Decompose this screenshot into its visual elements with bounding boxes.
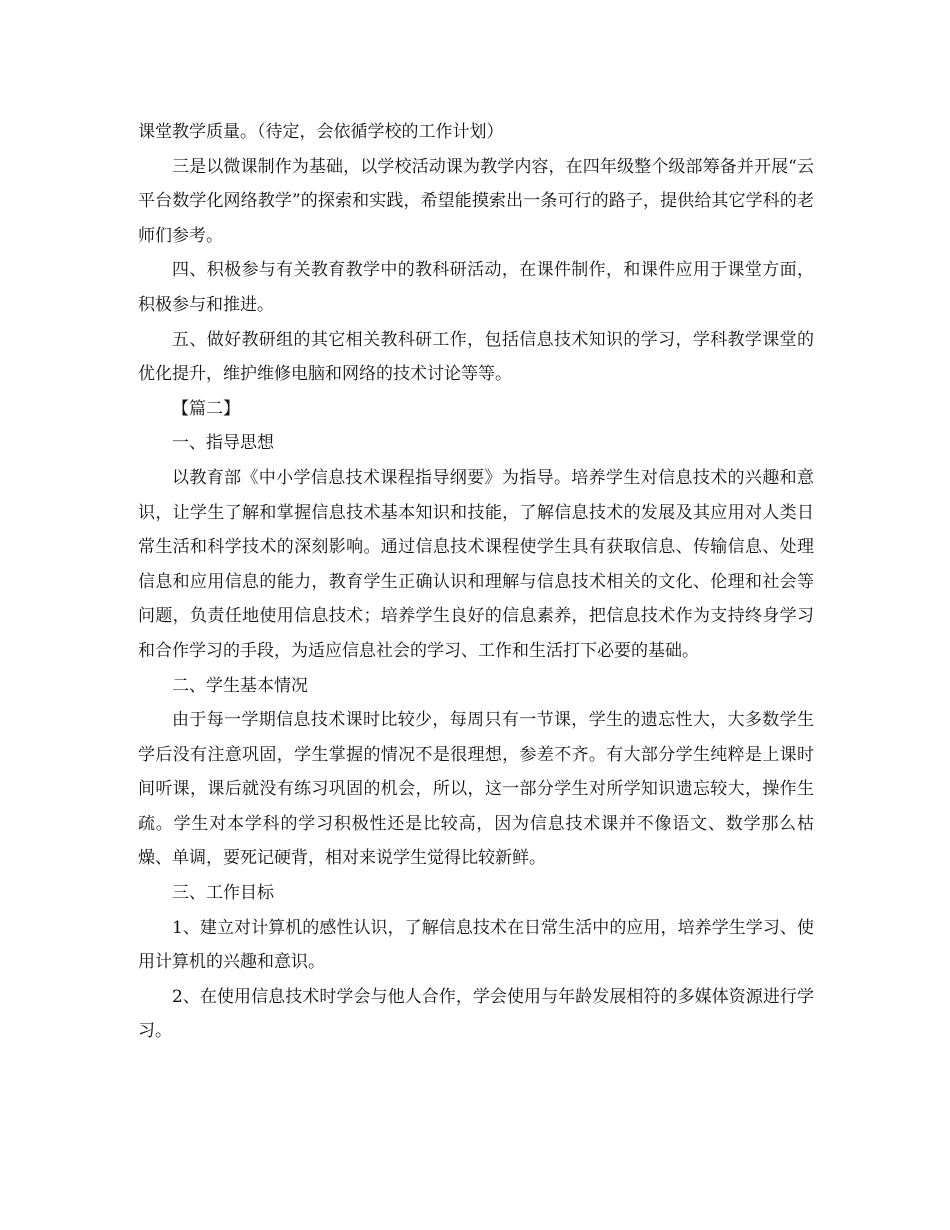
paragraph-1: 课堂教学质量。（待定，会依循学校的工作计划） (138, 122, 504, 142)
paragraph-goal-1: 1、建立对计算机的感性认识，了解信息技术在日常生活中的应用，培养学生学习、使用计算机的兴趣和意识。 (138, 917, 814, 973)
paragraph-goal-2: 2、在使用信息技术时学会与他人合作，学会使用与年龄发展相符的多媒体资源进行学习。 (138, 986, 814, 1042)
paragraph-student-situation: 由于每一学期信息技术课时比较少，每周只有一节课，学生的遗忘性大，大多数学生学后没有注意巩固，学生掌握的情况不是很理想，参差不齐。有大部分学生纯粹是上课时间听课，课后就没有练习巩固的机会，所以，这一部分学生对所学知识遗忘较大，操作生疏。学生对本学科的学习积极性还是比较高，因为信息技术课并不像语文、数学那么枯燥、单调，要死记硬背，相对来说学生觉得比较新鲜。 (138, 710, 814, 869)
paragraph-guiding-ideology: 以教育部《中小学信息技术课程指导纲要》为指导。培养学生对信息技术的兴趣和意识，让学生了解和掌握信息技术基本知识和技能，了解信息技术的发展及其应用对人类日常生活和科学技术的深刻影响。通过信息技术课程使学生具有获取信息、传输信息、处理信息和应用信息的能力，教育学生正确认识和理解与信息技术相关的文化、伦理和社会等问题，负责任地使用信息技术；培养学生良好的信息素养，把信息技术作为支持终身学习和合作学习的手段，为适应信息社会的学习、工作和生活打下必要的基础。 (138, 467, 814, 661)
document-page (138, 115, 814, 1049)
section-heading-guiding-ideology: 一、指导思想 (172, 433, 274, 454)
paragraph-4: 五、做好教研组的其它相关教科研工作，包括信息技术知识的学习，学科教学课堂的优化提升，维护维修电脑和网络的技术讨论等等。 (138, 329, 814, 385)
section-heading-student-situation: 二、学生基本情况 (172, 675, 308, 696)
paragraph-3: 四、积极参与有关教育教学中的教科研活动，在课件制作，和课件应用于课堂方面，积极参与和推进。 (138, 260, 814, 315)
section-heading-work-goals: 三、工作目标 (172, 883, 274, 904)
section-heading-part-two: 【篇二】 (172, 398, 240, 419)
paragraph-2: 三是以微课制作为基础，以学校活动课为教学内容，在四年级整个级部筹备并开展“云平台数学化网络教学”的探索和实践，希望能摸索出一条可行的路子，提供给其它学科的老师们参考。 (138, 156, 814, 246)
